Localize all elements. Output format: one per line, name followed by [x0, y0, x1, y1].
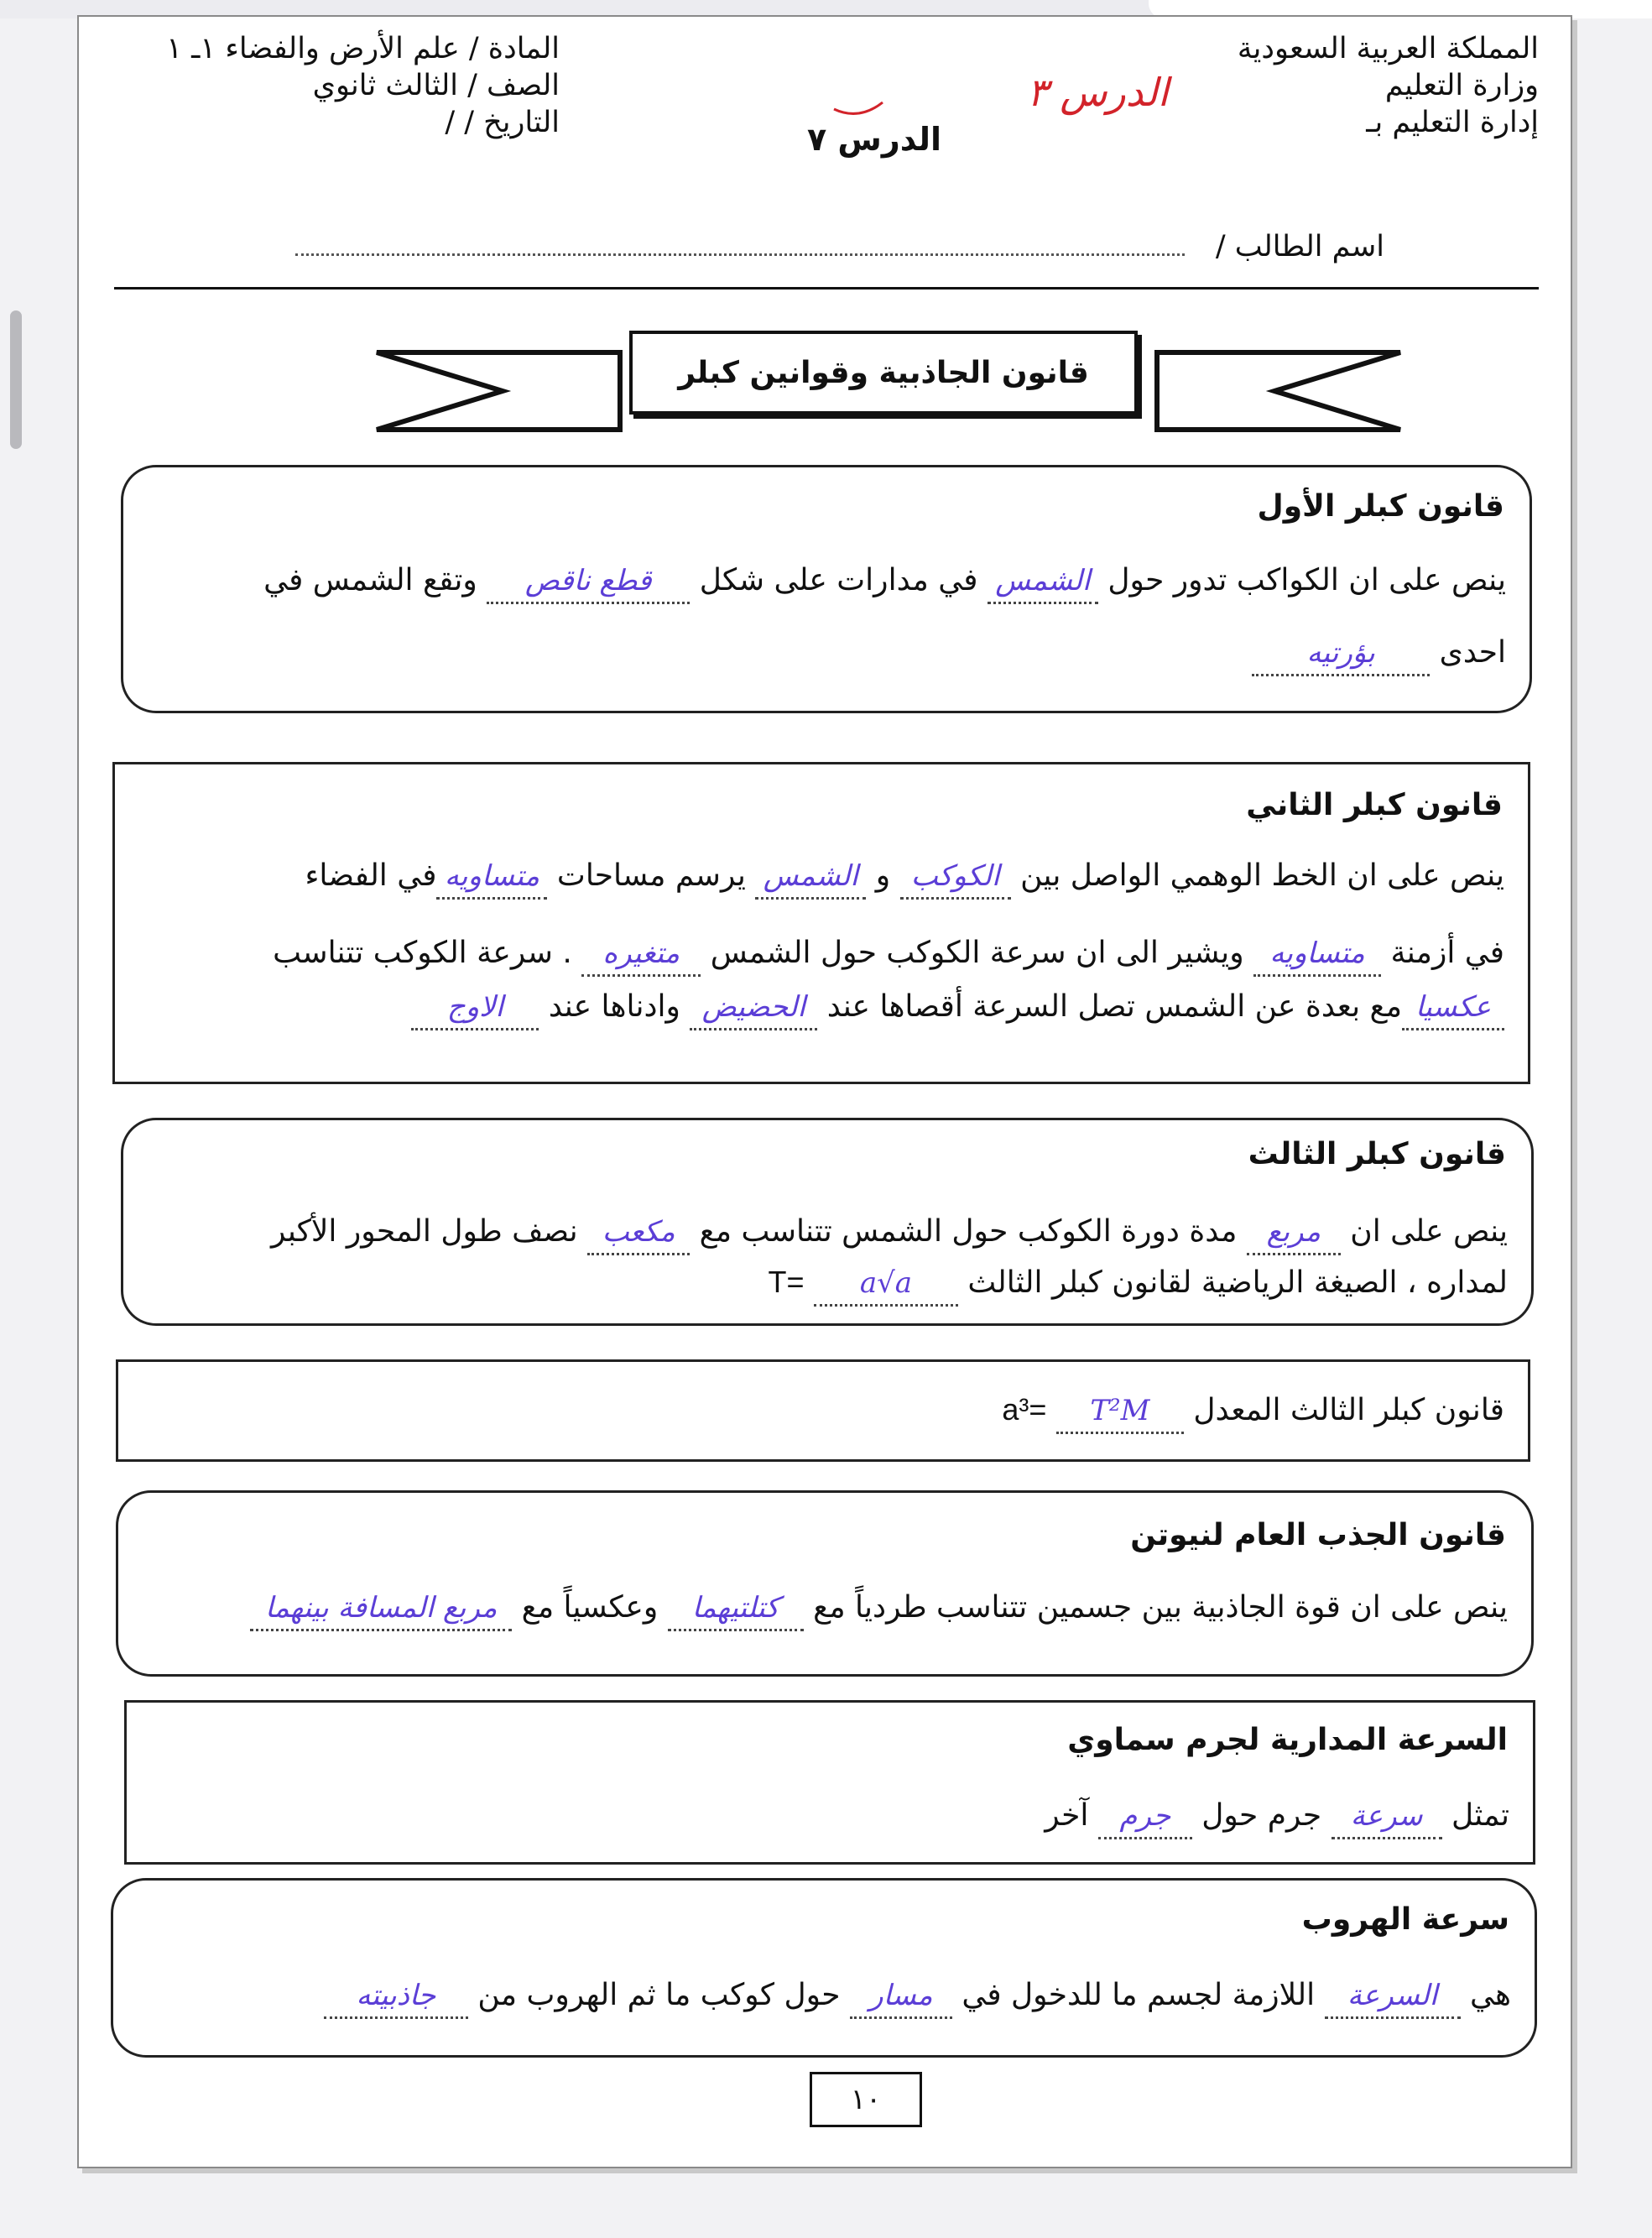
text-segment: مدة دورة الكوكب حول الشمس تتناسب مع — [699, 1214, 1238, 1249]
text-segment: اللازمة لجسم ما للدخول في — [961, 1978, 1316, 2012]
header-date: التاريخ / / — [445, 106, 560, 139]
text-segment: و — [875, 858, 891, 893]
student-name-field[interactable] — [295, 253, 1185, 256]
text-segment: وعكسياً مع — [521, 1590, 659, 1625]
answer-formula[interactable]: a√a — [814, 1262, 958, 1307]
header-course-info — [166, 30, 560, 141]
kepler-third-law-modified-line — [1002, 1389, 1504, 1434]
answer-velocity[interactable]: السرعة — [1325, 1975, 1461, 2019]
header-institution — [1238, 30, 1539, 141]
text-segment: ويشير الى ان سرعة الكوكب حول الشمس — [710, 936, 1244, 970]
answer-variable[interactable]: متغيره — [581, 932, 701, 977]
kepler-third-law-modified-box — [116, 1359, 1530, 1462]
answer-distance-squared[interactable]: مربع المسافة بينهما — [250, 1587, 512, 1631]
text-segment: في أزمنة — [1390, 936, 1504, 970]
kepler-second-law-line3 — [411, 986, 1504, 1030]
text-segment: قانون كبلر الثالث المعدل — [1193, 1393, 1504, 1427]
escape-speed-title: سرعة الهروب — [1301, 1902, 1509, 1937]
student-name-label: اسم الطالب / — [1215, 230, 1384, 263]
text-segment: في الفضاء — [305, 858, 437, 893]
text-segment: نصف طول المحور الأكبر — [271, 1214, 578, 1249]
kepler-second-law-box — [112, 762, 1530, 1084]
answer-body[interactable]: جرم — [1098, 1795, 1192, 1839]
text-segment: يرسم مساحات — [556, 858, 746, 893]
text-segment: وادناها عند — [548, 989, 680, 1024]
header-department: إدارة التعليم بـ — [1366, 106, 1539, 139]
kepler-second-law-line2 — [273, 932, 1504, 977]
answer-sun-2[interactable]: الشمس — [755, 855, 866, 900]
text-segment: ينص على ان — [1350, 1214, 1508, 1249]
formula-label: a³= — [1002, 1392, 1047, 1427]
answer-speed[interactable]: سرعة — [1332, 1795, 1442, 1839]
kepler-first-law-line1 — [263, 560, 1506, 604]
worksheet-title: قانون الجاذبية وقوانين كبلر — [629, 331, 1138, 415]
answer-equal-areas[interactable]: متساويه — [436, 855, 547, 900]
formula-label: T= — [768, 1265, 805, 1299]
kepler-second-law-title: قانون كبلر الثاني — [1246, 788, 1503, 822]
text-segment: ينص على ان قوة الجاذبية بين جسمين تتناسب طردياً مع — [813, 1590, 1508, 1625]
page-number: ١٠ — [810, 2072, 922, 2127]
answer-inversely[interactable]: عكسيا — [1402, 986, 1504, 1030]
newton-gravitation-title: قانون الجذب العام لنيوتن — [1130, 1518, 1506, 1552]
text-segment: وتقع الشمس في — [263, 563, 477, 597]
header-grade: الصف / الثالث ثانوي — [312, 69, 560, 102]
answer-masses[interactable]: كتلتيهما — [668, 1587, 804, 1631]
answer-planet[interactable]: الكوكب — [900, 855, 1011, 900]
newton-gravitation-line — [250, 1587, 1508, 1631]
text-segment: حول كوكب ما ثم الهروب من — [477, 1978, 841, 2012]
escape-speed-line — [324, 1975, 1511, 2019]
answer-equal-times[interactable]: متساويه — [1253, 932, 1381, 977]
ribbon-left-tail — [1157, 352, 1400, 430]
worksheet-page — [77, 15, 1572, 2168]
answer-gravity[interactable]: جاذبيته — [324, 1975, 468, 2019]
answer-square[interactable]: مربع — [1247, 1211, 1341, 1255]
orbital-speed-title: السرعة المدارية لجرم سماوي — [1067, 1723, 1508, 1757]
escape-speed-box — [111, 1878, 1537, 2058]
text-segment: في مدارات على شكل — [699, 563, 978, 597]
answer-focus[interactable]: بؤرتيه — [1252, 632, 1430, 676]
answer-perihelion[interactable]: الحضيض — [690, 986, 817, 1030]
kepler-first-law-title: قانون كبلر الأول — [1257, 489, 1504, 524]
header-ministry: وزارة التعليم — [1384, 69, 1539, 102]
text-segment: ينص على ان الخط الوهمي الواصل بين — [1020, 858, 1504, 893]
text-segment: تمثل — [1451, 1798, 1509, 1833]
text-segment: . سرعة الكوكب تتناسب — [273, 936, 572, 970]
answer-orbit-path[interactable]: مسار — [850, 1975, 952, 2019]
orbital-speed-box — [124, 1700, 1535, 1865]
kepler-second-law-line1 — [305, 855, 1505, 900]
kepler-third-law-line2 — [768, 1261, 1508, 1307]
answer-cube[interactable]: مكعب — [587, 1211, 690, 1255]
kepler-third-law-box — [121, 1118, 1534, 1326]
lesson-number: الدرس ٧ — [807, 121, 941, 158]
newton-gravitation-box — [116, 1490, 1534, 1677]
text-segment: مع بعدة عن الشمس تصل السرعة أقصاها عند — [826, 989, 1402, 1024]
header-subject: المادة / علم الأرض والفضاء ١ـ ١ — [166, 32, 560, 65]
text-segment: ينص على ان الكواكب تدور حول — [1107, 563, 1506, 597]
answer-ellipse[interactable]: قطع ناقص — [487, 560, 690, 604]
text-segment: لمداره ، الصيغة الرياضية لقانون كبلر الثالث — [967, 1265, 1508, 1300]
kepler-first-law-box — [121, 465, 1532, 713]
handwritten-lesson-number — [809, 50, 1169, 131]
handwritten-underline — [834, 102, 883, 113]
answer-modified-formula[interactable]: T²M — [1056, 1390, 1184, 1434]
ribbon-right-tail — [377, 352, 620, 430]
header-country: المملكة العربية السعودية — [1237, 32, 1539, 65]
kepler-third-law-formula — [768, 1261, 957, 1307]
text-segment: آخر — [1045, 1798, 1089, 1833]
header-divider — [114, 287, 1539, 290]
kepler-first-law-line2 — [1252, 632, 1506, 676]
text-segment: هي — [1470, 1978, 1511, 2012]
modified-law-formula — [1002, 1389, 1184, 1434]
answer-sun[interactable]: الشمس — [988, 560, 1098, 604]
scrollbar-thumb[interactable] — [10, 310, 22, 449]
text-segment: احدى — [1439, 635, 1506, 670]
kepler-third-law-title: قانون كبلر الثالث — [1248, 1137, 1506, 1171]
text-segment: جرم حول — [1201, 1798, 1322, 1833]
answer-aphelion[interactable]: الاوج — [411, 986, 539, 1030]
orbital-speed-line — [1045, 1795, 1509, 1839]
handwritten-lesson-text: الدرس ٣ — [1027, 70, 1169, 115]
kepler-third-law-line1 — [271, 1211, 1508, 1255]
